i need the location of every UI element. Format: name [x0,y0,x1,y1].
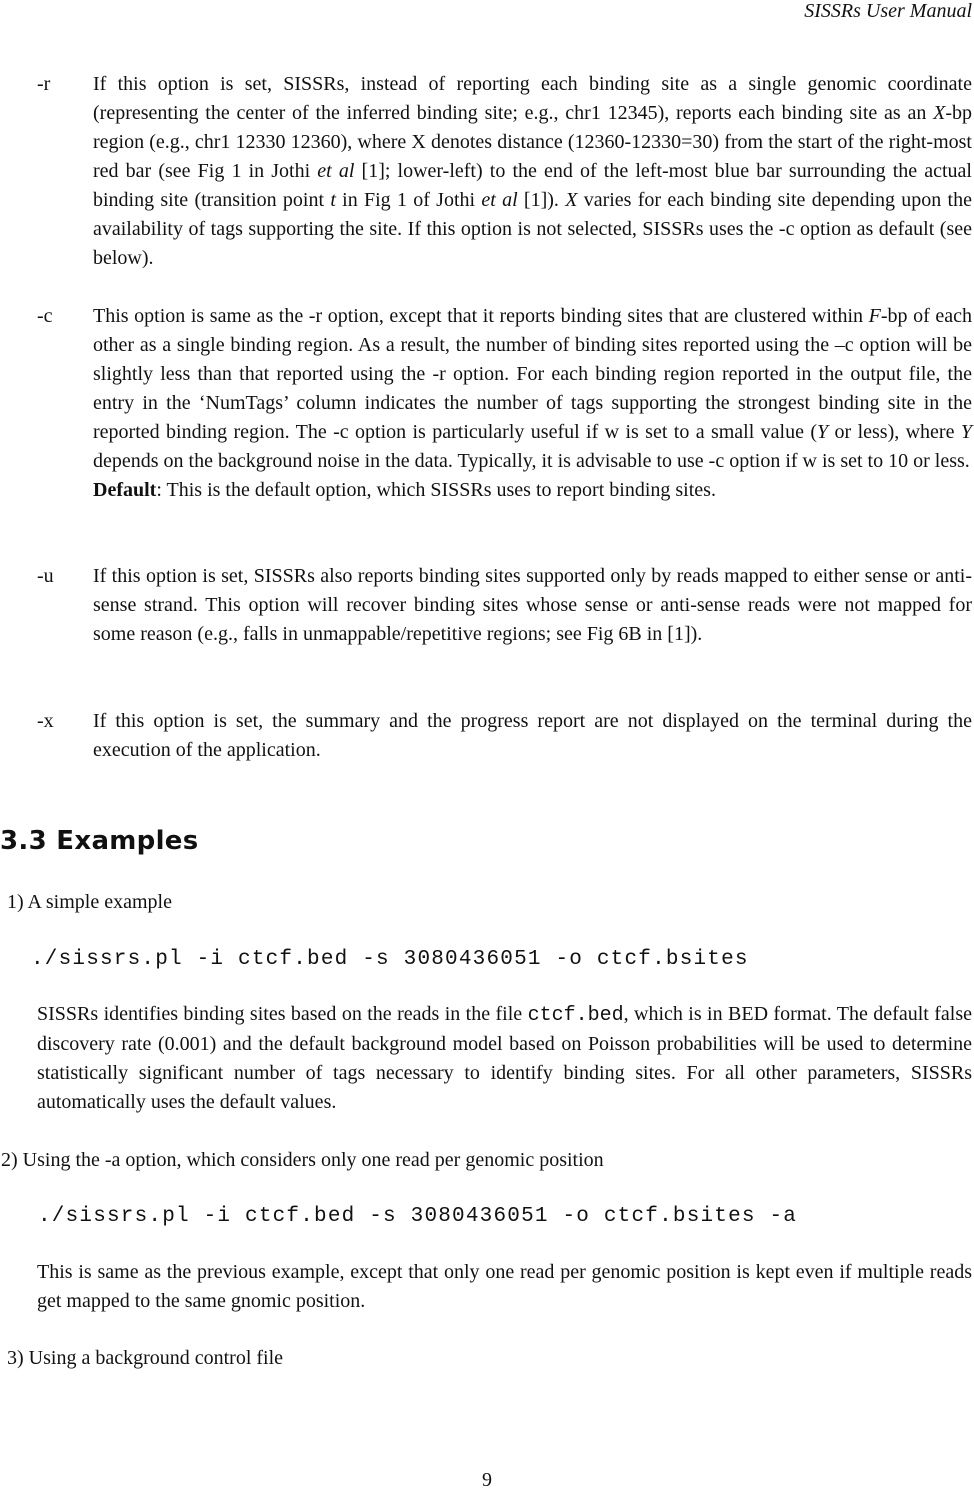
inline-code: ctcf.bed [527,1004,624,1027]
option-flag: -r [37,73,51,95]
option-flag: -c [37,305,53,327]
example-title: 2) Using the -a option, which considers only one read per genomic position [1,1149,604,1171]
option-description: If this option is set, SISSRs also reports binding sites supported only by reads mapped to either sense or anti-sense strand. This option will recover binding sites whose sense or anti-sense reads were not mapped for some reason (e.g., falls in unmappable/repetitive regions; see Fig 6B in [1]). [93,565,972,645]
running-header: SISSRs User Manual [804,0,972,22]
option-description: If this option is set, SISSRs, instead of reporting each binding site as a single genomic coordinate (representing the center of the inferred binding site; e.g., chr1 12345), reports each binding site as an X-bp region (e.g., chr1 12330 12360), where X denotes distance (12360-12330=30) from the start of the right-most red bar (see Fig 1 in Jothi et al [1]; lower-left) to the end of the left-most blue bar surrounding the actual binding site (transition point t in Fig 1 of Jothi et al [1]). X varies for each binding site depending upon the availability of tags supporting the site. If this option is not selected, SISSRs uses the -c option as default (see below). [93,73,972,269]
example-description: SISSRs identifies binding sites based on the reads in the file ctcf.bed, which is in BED format. The default false discovery rate (0.001) and the default background model based on Poisson probabilities will be used to determine statistically significant number of tags necessary to identify binding sites. For all other parameters, SISSRs automatically uses the default values. [37,1003,972,1113]
option-description: If this option is set, the summary and the progress report are not displayed on the terminal during the execution of the application. [93,710,972,761]
code-command: ./sissrs.pl -i ctcf.bed -s 3080436051 -o ctcf.bsites -a [38,1205,798,1228]
option-flag: -x [37,710,54,732]
example-title: 3) Using a background control file [7,1347,284,1369]
option-flag: -u [37,565,54,587]
example-title: 1) A simple example [7,891,172,913]
example-description: This is same as the previous example, except that only one read per genomic position is kept even if multiple reads get mapped to the same gnomic position. [37,1261,972,1312]
page-number: 9 [482,1469,492,1491]
option-description: This option is same as the -r option, except that it reports binding sites that are clustered within F-bp of each other as a single binding region. As a result, the number of binding sites reported using the –c option will be slightly less than that reported using the -r option. For each binding region reported in the output file, the entry in the ‘NumTags’ column indicates the number of tags supporting the strongest binding site in the reported binding region. The -c option is particularly useful if w is set to a small value (Y or less), where Y depends on the background noise in the data. Typically, it is advisable to use -c option if w is set to 10 or less. Default: This is the default option, which SISSRs uses to report binding sites. [93,305,972,501]
section-heading: 3.3 Examples [0,826,199,856]
code-command: ./sissrs.pl -i ctcf.bed -s 3080436051 -o ctcf.bsites [31,948,749,971]
default-label: Default [93,479,157,501]
